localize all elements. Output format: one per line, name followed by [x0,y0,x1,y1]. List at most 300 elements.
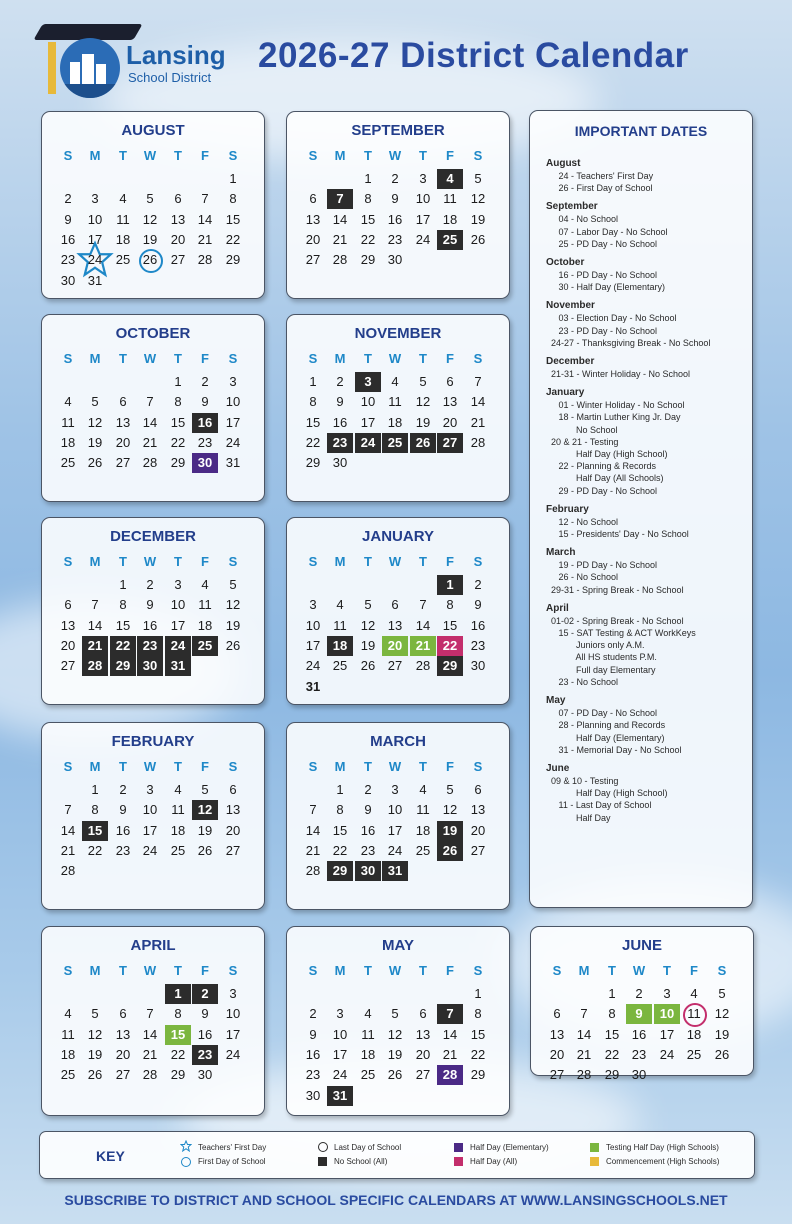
important-date-entry: 23 - No School [546,676,619,687]
day-cell: 4 [437,169,463,189]
weekday-label: T [174,148,182,163]
day-cell: 7 [91,597,99,613]
day-cell: 8 [174,1006,182,1022]
day-cell: 3 [419,171,427,186]
day-cell: 26 [437,841,463,861]
key-commencement: Commencement (High Schools) [606,1157,720,1166]
weekday-label: S [228,148,238,163]
day-cell: 1 [364,171,372,186]
day-cell: 25 [382,433,408,453]
day-cell: 30 [470,658,486,674]
month-name: APRIL [130,937,176,954]
day-cell: 29 [470,1067,486,1083]
day-cell: 16 [387,211,403,227]
day-cell: 19 [87,1046,103,1062]
day-cell: 28 [142,1067,158,1083]
day-cell: 16 [197,1026,213,1042]
important-date-entry: Half Day (High School) [546,788,668,799]
weekday-label: T [364,148,372,163]
day-cell: 10 [654,1004,680,1024]
weekday-label: S [308,963,318,978]
day-cell: 17 [387,822,403,838]
day-cell: 10 [87,211,103,227]
day-cell: 30 [137,656,163,676]
important-date-entry: 19 - PD Day - No School [546,560,658,571]
day-cell: 26 [225,637,241,653]
day-cell: 11 [333,617,347,633]
day-cell: 24 [165,636,191,656]
day-cell: 9 [201,394,209,410]
day-cell: 26 [197,842,213,858]
important-date-entry: 20 & 21 - Testing [546,436,619,447]
day-cell: 7 [327,189,353,209]
important-date-entry: 15 - Presidents' Day - No School [546,529,689,540]
day-cell: 7 [474,374,482,389]
weekday-label: S [308,554,318,569]
weekday-label: M [89,351,101,366]
day-cell: 30 [387,252,403,268]
day-cell: 5 [419,374,427,389]
district-logo [38,24,248,94]
day-cell: 15 [305,414,321,430]
day-cell: 13 [225,802,241,818]
weekday-label: T [419,554,427,569]
important-date-entry: Full day Elementary [546,664,656,675]
key-first-day: First Day of School [198,1157,266,1166]
day-cell: 22 [305,434,321,450]
important-date-entry: 31 - Memorial Day - No School [546,744,682,755]
day-cell: 10 [415,191,431,207]
weekday-label: T [119,554,127,569]
weekday-label: F [201,351,209,366]
day-cell: 16 [631,1026,647,1042]
day-cell: 4 [336,597,344,613]
weekday-label: W [143,351,157,366]
star-icon [180,1140,192,1152]
weekday-label: T [364,759,372,774]
day-cell: 15 [82,821,108,841]
day-cell: 11 [171,802,185,818]
day-cell: 10 [225,1006,241,1022]
day-cell: 24 [82,250,108,270]
day-cell: 14 [142,414,158,430]
day-cell: 29 [327,861,353,881]
day-cell: 9 [626,1004,652,1024]
day-cell: 30 [60,272,76,288]
day-cell: 16 [470,617,486,633]
important-month-heading: November [546,300,595,312]
gold-swatch [590,1157,599,1166]
day-cell: 23 [197,434,213,450]
important-date-entry: Half Day (High School) [546,449,668,460]
day-cell: 27 [115,455,131,471]
day-cell: 5 [201,782,209,797]
day-cell: 25 [437,230,463,250]
important-date-entry: All HS students P.M. [546,652,657,663]
day-cell: 22 [332,842,348,858]
month-card-february [41,722,265,910]
day-cell: 9 [364,802,372,818]
day-cell: 4 [391,374,399,389]
weekday-label: M [578,963,590,978]
day-cell: 7 [419,597,427,613]
important-date-entry: Half Day [546,812,611,823]
month-name: NOVEMBER [354,325,442,342]
weekday-label: T [419,759,427,774]
day-cell: 28 [305,863,321,879]
day-cell: 24 [659,1046,675,1062]
important-date-entry: Half Day (Elementary) [546,732,665,743]
day-cell: 22 [170,1046,186,1062]
day-cell: 2 [309,1006,317,1022]
day-cell: 6 [119,394,127,410]
month-name: JANUARY [362,528,434,545]
weekday-label: S [473,351,483,366]
day-cell: 7 [201,191,209,207]
important-month-heading: May [546,695,566,707]
day-cell: 11 [61,414,75,430]
day-cell: 12 [387,1026,403,1042]
day-cell: 22 [87,842,103,858]
weekday-label: F [446,963,454,978]
important-date-entry: 24 - Teachers' First Day [546,171,654,181]
day-cell: 10 [387,802,403,818]
weekday-label: T [419,963,427,978]
weekday-label: S [308,759,318,774]
day-cell: 2 [635,986,643,1001]
day-cell: 24 [387,842,403,858]
day-cell: 29 [225,252,241,268]
day-cell: 20 [225,822,241,838]
weekday-label: W [388,554,402,569]
month-card-march [286,722,510,910]
day-cell: 4 [119,191,127,207]
day-cell: 6 [391,597,399,613]
day-cell: 8 [309,394,317,410]
day-cell: 19 [470,211,486,227]
key-testing-half-day: Testing Half Day (High Schools) [606,1143,719,1152]
day-cell: 18 [327,636,353,656]
day-cell: 21 [576,1046,592,1062]
day-cell: 30 [305,1087,321,1103]
weekday-label: S [228,554,238,569]
day-cell: 13 [442,394,458,410]
weekday-label: W [388,148,402,163]
day-cell: 14 [576,1026,592,1042]
day-cell: 4 [419,782,427,797]
day-cell: 24 [225,434,241,450]
weekday-label: W [388,963,402,978]
day-cell: 30 [355,861,381,881]
day-cell: 14 [60,822,76,838]
day-cell: 28 [142,455,158,471]
day-cell: 18 [60,434,76,450]
day-cell: 20 [442,414,458,430]
important-date-entry: No School [546,424,618,435]
day-cell: 18 [60,1046,76,1062]
weekday-label: W [388,759,402,774]
day-cell: 15 [165,1025,191,1045]
important-date-entry: 28 - Planning and Records [546,720,666,731]
day-cell: 10 [225,394,241,410]
important-date-entry: 22 - Planning & Records [546,461,657,472]
day-cell: 2 [119,782,127,797]
day-cell: 20 [415,1046,431,1062]
day-cell: 8 [336,802,344,818]
pink-swatch [454,1157,463,1166]
day-cell: 29 [360,252,376,268]
subscribe-footer: SUBSCRIBE TO DISTRICT AND SCHOOL SPECIFIC CALENDARS AT WWW.LANSINGSCHOOLS.NET [64,1192,728,1208]
weekday-label: M [334,351,346,366]
important-date-entry: 07 - Labor Day - No School [546,226,668,237]
day-cell: 10 [305,617,321,633]
day-cell: 7 [437,1004,463,1024]
day-cell: 29 [170,1067,186,1083]
day-cell: 22 [470,1046,486,1062]
weekday-label: T [119,963,127,978]
day-cell: 8 [446,597,454,613]
black-swatch [318,1157,327,1166]
day-cell: 8 [174,394,182,410]
day-cell: 1 [309,374,317,389]
day-cell: 3 [355,372,381,392]
day-cell: 9 [391,191,399,207]
important-date-entry: 24-27 - Thanksgiving Break - No School [546,337,711,348]
key-half-day-all: Half Day (All) [470,1157,518,1166]
weekday-label: T [174,351,182,366]
weekday-label: S [63,351,73,366]
important-date-entry: 21-31 - Winter Holiday - No School [546,369,691,380]
weekday-label: S [473,759,483,774]
day-cell: 26 [137,250,163,270]
day-cell: 7 [64,802,72,818]
day-cell: 20 [115,1046,131,1062]
day-cell: 17 [305,637,321,653]
day-cell: 3 [391,782,399,797]
day-cell: 9 [64,211,72,227]
month-card-june [530,926,754,1083]
weekday-label: M [334,148,346,163]
weekday-label: F [446,148,454,163]
weekday-label: T [419,148,427,163]
day-cell: 31 [382,861,408,881]
skyline-icon [60,38,120,98]
day-cell: 1 [119,577,127,592]
day-cell: 19 [87,434,103,450]
day-cell: 5 [474,171,482,186]
day-cell: 25 [170,842,186,858]
weekday-label: F [446,351,454,366]
day-cell: 19 [197,822,213,838]
day-cell: 19 [360,637,376,653]
day-cell: 26 [87,1067,103,1083]
important-date-entry: Juniors only A.M. [546,640,645,651]
day-cell: 28 [437,1065,463,1085]
day-cell: 21 [142,1046,158,1062]
day-cell: 1 [174,374,182,389]
day-cell: 13 [115,414,131,430]
day-cell: 21 [142,434,158,450]
day-cell: 13 [170,211,186,227]
day-cell: 27 [415,1067,431,1083]
day-cell: 22 [170,434,186,450]
weekday-label: M [334,759,346,774]
day-cell: 11 [198,597,212,613]
day-cell: 21 [197,231,213,247]
important-date-entry: 25 - PD Day - No School [546,238,658,249]
day-cell: 23 [327,433,353,453]
day-cell: 21 [332,231,348,247]
day-cell: 9 [309,1026,317,1042]
weekday-label: F [446,554,454,569]
day-cell: 12 [192,800,218,820]
day-cell: 18 [442,211,458,227]
day-cell: 1 [437,575,463,595]
important-date-entry: 04 - No School [546,214,619,225]
day-cell: 24 [142,842,158,858]
month-name: FEBRUARY [111,733,195,750]
day-cell: 6 [229,782,237,797]
legend-key [39,1131,755,1179]
day-cell: 9 [336,394,344,410]
day-cell: 28 [60,863,76,879]
weekday-label: S [228,759,238,774]
day-cell: 31 [305,678,321,694]
day-cell: 18 [415,822,431,838]
weekday-label: M [89,554,101,569]
important-date-entry: 15 - SAT Testing & ACT WorkKeys [546,628,696,639]
weekday-label: M [334,554,346,569]
day-cell: 1 [474,986,482,1001]
weekday-label: M [89,148,101,163]
weekday-label: T [174,759,182,774]
weekday-label: M [89,759,101,774]
day-cell: 2 [64,191,72,207]
day-cell: 20 [60,637,76,653]
weekday-label: W [143,554,157,569]
day-cell: 26 [87,455,103,471]
weekday-label: T [174,554,182,569]
day-cell: 11 [388,394,402,410]
day-cell: 16 [142,617,158,633]
day-cell: 8 [91,802,99,818]
day-cell: 25 [332,658,348,674]
logo-name: Lansing [126,40,226,70]
day-cell: 22 [110,636,136,656]
day-cell: 4 [690,986,698,1001]
day-cell: 27 [470,842,486,858]
important-date-entry: 18 - Martin Luther King Jr. Day [546,412,681,423]
weekday-label: S [228,963,238,978]
weekday-label: S [63,759,73,774]
day-cell: 4 [64,394,72,410]
important-month-heading: February [546,503,589,515]
day-cell: 2 [201,374,209,389]
day-cell: 1 [165,984,191,1004]
important-date-entry: 01 - Winter Holiday - No School [546,400,685,411]
important-month-heading: April [546,602,569,614]
day-cell: 19 [415,414,431,430]
important-date-entry: 16 - PD Day - No School [546,270,658,281]
day-cell: 4 [64,1006,72,1022]
day-cell: 7 [580,1006,588,1022]
day-cell: 18 [686,1026,702,1042]
day-cell: 27 [225,842,241,858]
day-cell: 19 [714,1026,730,1042]
day-cell: 9 [201,1006,209,1022]
day-cell: 4 [201,577,209,592]
day-cell: 27 [437,433,463,453]
day-cell: 26 [360,658,376,674]
day-cell: 22 [225,231,241,247]
day-cell: 25 [686,1046,702,1062]
day-cell: 6 [446,374,454,389]
day-cell: 15 [604,1026,620,1042]
day-cell: 5 [718,986,726,1001]
day-cell: 22 [437,636,463,656]
day-cell: 20 [382,636,408,656]
weekday-label: W [632,963,646,978]
day-cell: 2 [336,374,344,389]
day-cell: 17 [142,822,158,838]
day-cell: 20 [549,1046,565,1062]
weekday-label: T [663,963,671,978]
day-cell: 11 [443,191,457,207]
month-name: MAY [382,937,414,954]
day-cell: 24 [225,1046,241,1062]
day-cell: 9 [474,597,482,613]
day-cell: 6 [419,1006,427,1022]
important-month-heading: August [546,158,581,169]
day-cell: 12 [225,597,241,613]
day-cell: 10 [332,1026,348,1042]
day-cell: 16 [115,822,131,838]
day-cell: 17 [225,1026,241,1042]
day-cell: 17 [87,231,103,247]
day-cell: 6 [174,191,182,207]
circle-icon [181,1157,191,1167]
day-cell: 21 [82,636,108,656]
day-cell: 8 [119,597,127,613]
key-half-day-elementary: Half Day (Elementary) [470,1143,549,1152]
day-cell: 5 [91,1006,99,1022]
day-cell: 17 [415,211,431,227]
tassel-icon [48,42,56,94]
day-cell: 20 [470,822,486,838]
weekday-label: W [388,351,402,366]
day-cell: 24 [355,433,381,453]
day-cell: 29 [604,1067,620,1083]
weekday-label: S [228,351,238,366]
weekday-label: S [552,963,562,978]
day-cell: 9 [146,597,154,613]
weekday-label: S [63,963,73,978]
day-cell: 16 [305,1046,321,1062]
weekday-label: F [446,759,454,774]
day-cell: 26 [387,1067,403,1083]
day-cell: 14 [470,394,486,410]
day-cell: 16 [360,822,376,838]
day-cell: 12 [714,1006,730,1022]
day-cell: 14 [87,617,103,633]
purple-swatch [454,1143,463,1152]
day-cell: 8 [474,1006,482,1022]
day-cell: 3 [146,782,154,797]
weekday-label: T [608,963,616,978]
day-cell: 15 [332,822,348,838]
day-cell: 8 [229,191,237,207]
day-cell: 10 [170,597,186,613]
